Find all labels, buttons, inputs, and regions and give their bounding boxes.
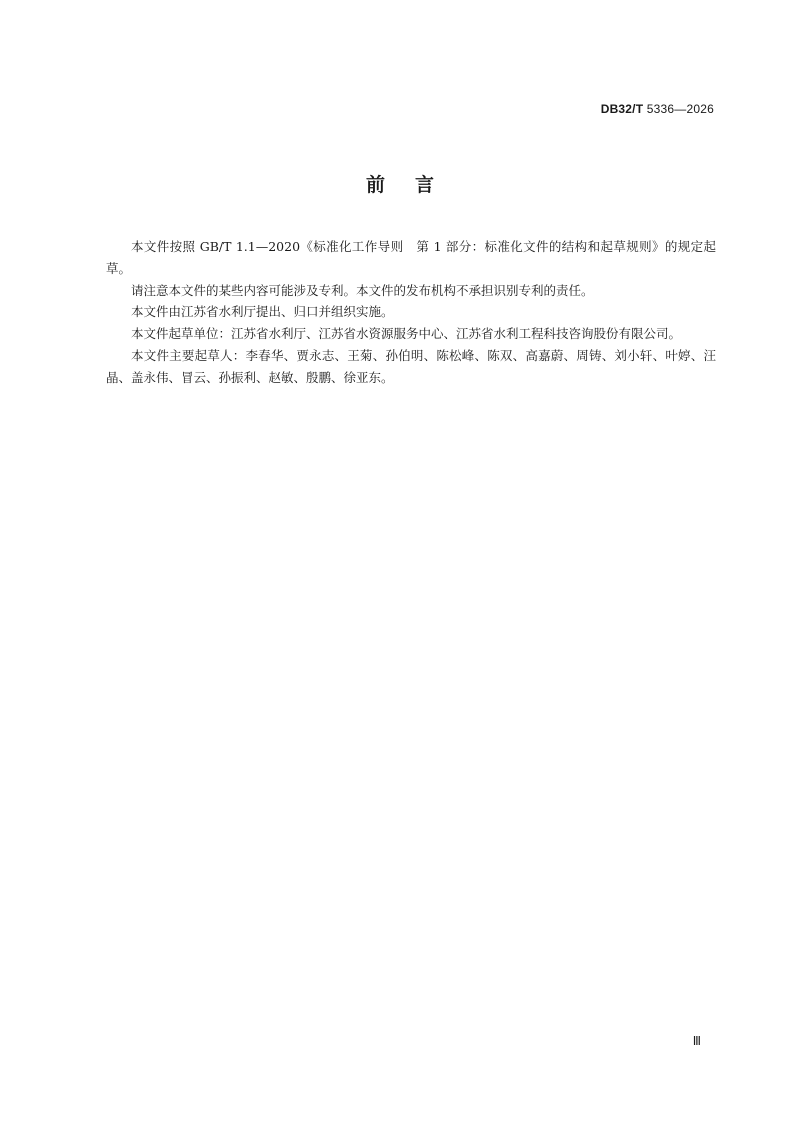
- preface-body: [106, 236, 716, 389]
- paragraph-drafting-units: 本文件起草单位：江苏省水利厅、江苏省水资源服务中心、江苏省水利工程科技咨询股份有限公司。: [131, 326, 682, 342]
- document-code: [601, 102, 714, 116]
- document-code-number: 5336—2026: [646, 102, 714, 116]
- document-code-prefix: DB32/T: [600, 102, 644, 116]
- paragraph-drafting-basis: 本文件按照 GB/T 1.1—2020《标准化工作导则 第 1 部分：标准化文件的结构和起草规则》的规定起草。: [106, 239, 716, 276]
- paragraph-patent-notice: 请注意本文件的某些内容可能涉及专利。本文件的发布机构不承担识别专利的责任。: [131, 282, 594, 298]
- page-title: 前言: [365, 174, 464, 196]
- paragraph-drafters: 本文件主要起草人：李春华、贾永志、王菊、孙伯明、陈松峰、陈双、高嘉蔚、周铸、刘小轩、叶婷、汪晶、盖永伟、冒云、孙振利、赵敏、殷鹏、徐亚东。: [106, 347, 716, 385]
- paragraph-proposer: 本文件由江苏省水利厅提出、归口并组织实施。: [131, 304, 394, 320]
- page-number: Ⅲ: [692, 1034, 701, 1048]
